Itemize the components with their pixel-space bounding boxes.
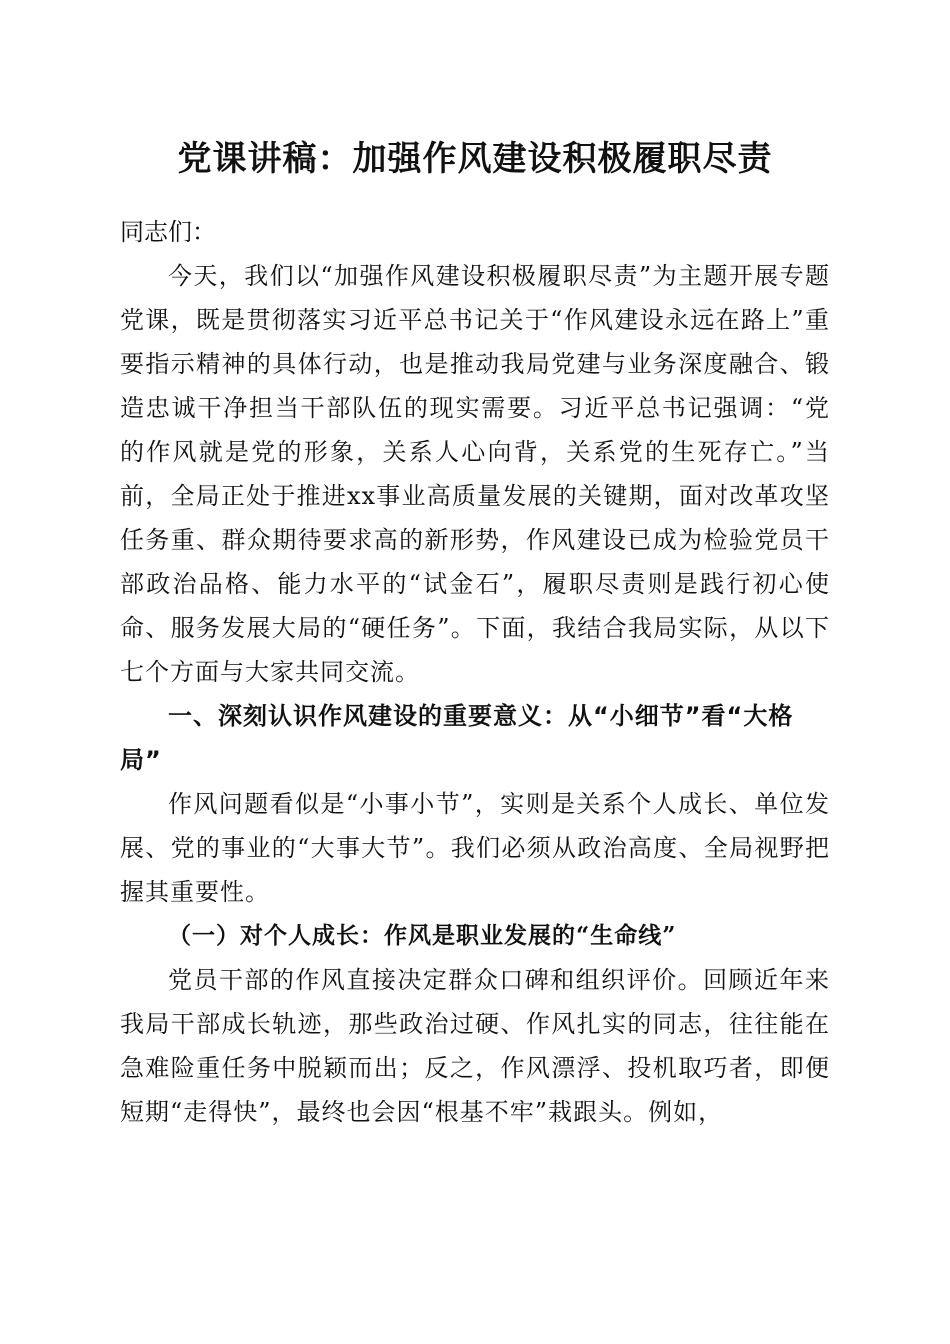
intro-paragraph: 今天，我们以“加强作风建设积极履职尽责”为主题开展专题党课，既是贯彻落实习近平总书记关于“作风建设永远在路上”重要指示精神的具体行动，也是推动我局党建与业务深度融合、锻造忠诚干净担当干部队伍的现实需要。习近平总书记强调：“党的作风就是党的形象，关系人心向背，关系党的生死存亡。”当前，全局正处于推进xx事业高质量发展的关键期，面对改革攻坚任务重、群众期待要求高的新形势，作风建设已成为检验党员干部政治品格、能力水平的“试金石”，履职尽责则是践行初心使命、服务发展大局的“硬任务”。下面，我结合我局实际，从以下七个方面与大家共同交流。 — [120, 262, 830, 686]
section-1-paragraph: 作风问题看似是“小事小节”，实则是关系个人成长、单位发展、党的事业的“大事大节”。我们必须从政治高度、全局视野把握其重要性。 — [120, 790, 830, 906]
subsection-heading-1: （一）对个人成长：作风是职业发展的“生命线” — [168, 922, 677, 949]
document-title: 党课讲稿：加强作风建设积极履职尽责 — [177, 139, 773, 179]
section-heading-1: 一、深刻认识作风建设的重要意义：从“小细节”看“大格局” — [120, 702, 794, 774]
subsection-1-paragraph: 党员干部的作风直接决定群众口碑和组织评价。回顾近年来我局干部成长轨迹，那些政治过硬、作风扎实的同志，往往能在急难险重任务中脱颖而出；反之，作风漂浮、投机取巧者，即便短期“走得快”，最终也会因“根基不牢”栽跟头。例如， — [120, 966, 830, 1126]
salutation: 同志们： — [120, 218, 216, 246]
